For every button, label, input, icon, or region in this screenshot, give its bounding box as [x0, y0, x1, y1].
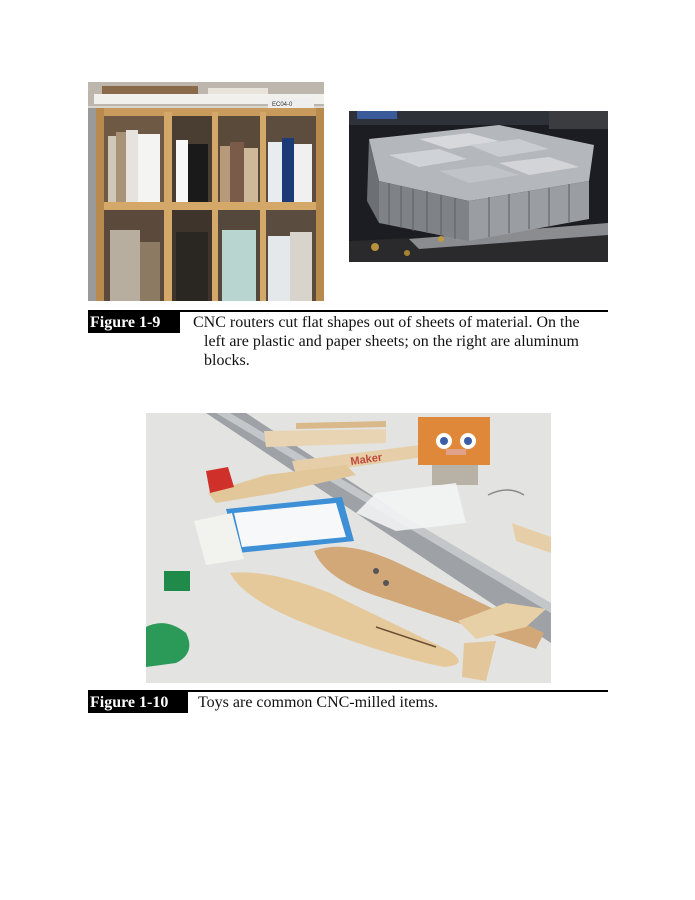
figure-1-9-label: Figure 1-9	[88, 312, 180, 333]
caption-line: left are plastic and paper sheets; on the right are aluminum	[204, 333, 579, 350]
wing-maker-text: Maker	[349, 451, 383, 468]
caption-line: blocks.	[204, 352, 250, 369]
shelf-tag-text: EC04-0	[272, 102, 293, 108]
figure-1-10-caption	[198, 693, 598, 712]
cnc-milled-toys-photo	[146, 413, 551, 683]
aluminum-blocks-photo	[349, 111, 608, 262]
figure-1-10-label: Figure 1-10	[88, 692, 188, 713]
plastic-and-paper-sheets-photo	[88, 82, 324, 301]
caption-line: CNC routers cut flat shapes out of sheets of material. On the	[193, 314, 580, 331]
caption-line: Toys are common CNC-milled items.	[198, 694, 439, 711]
figure-1-9-caption	[193, 313, 613, 370]
